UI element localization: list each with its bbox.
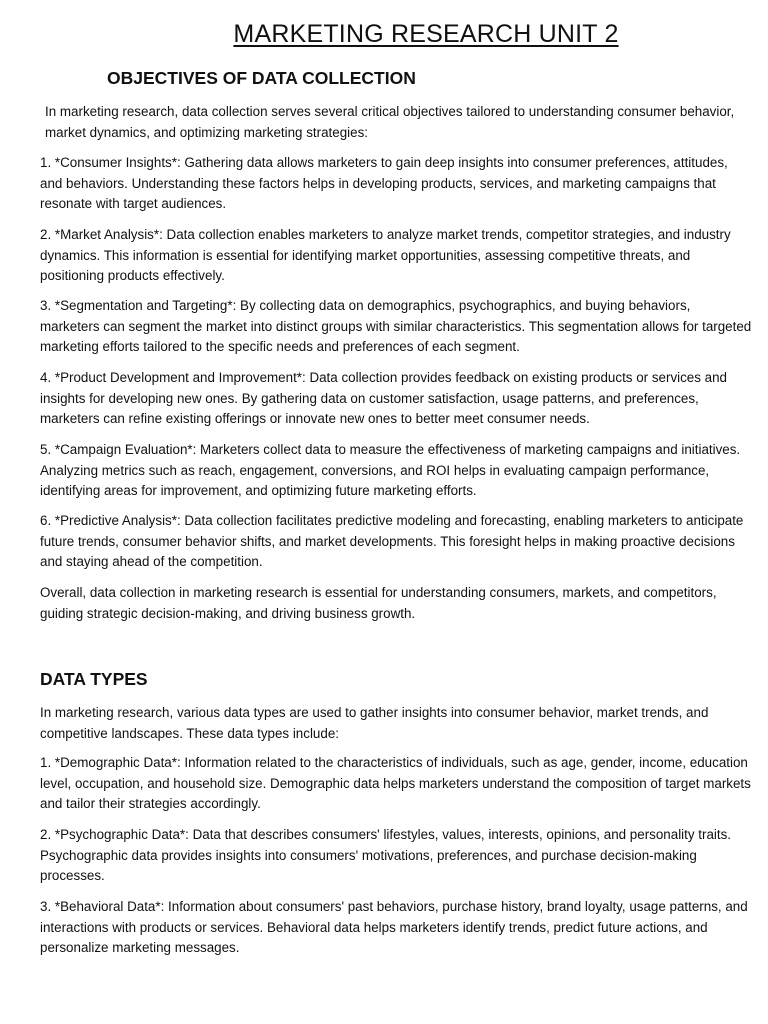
- list-item: 3. *Behavioral Data*: Information about consumers' past behaviors, purchase history, brand loyalty, usage patterns, and interactions with products or services. Behavioral data helps marketers identify trends, predict future actions, and personalize marketing messages.: [40, 899, 748, 955]
- list-item: 2. *Market Analysis*: Data collection enables marketers to analyze market trends, competitor strategies, and industry dynamics. This information is essential for identifying market opportunities, assessing competitive threats, and positioning products effectively.: [40, 227, 731, 283]
- section-intro-objectives: In marketing research, data collection serves several critical objectives tailored to understanding consumer behavior, market dynamics, and optimizing marketing strategies:: [45, 104, 735, 140]
- list-item: 1. *Demographic Data*: Information related to the characteristics of individuals, such as age, gender, income, education level, occupation, and household size. Demographic data helps marketers understand the composition of target markets and tailor their strategies accordingly.: [40, 755, 751, 811]
- page-title: MARKETING RESEARCH UNIT 2: [233, 20, 619, 48]
- list-item: 3. *Segmentation and Targeting*: By collecting data on demographics, psychographics, and buying behaviors, marketers can segment the market into distinct groups with similar characteristics. This segmentation allows for targeted marketing efforts tailored to the specific needs and preferences of each segment.: [40, 298, 752, 354]
- list-item: 6. *Predictive Analysis*: Data collection facilitates predictive modeling and forecasting, enabling marketers to anticipate future trends, consumer behavior shifts, and market developments. This foresight helps in making proactive decisions and staying ahead of the competition.: [40, 513, 744, 569]
- list-item: 4. *Product Development and Improvement*: Data collection provides feedback on existing products or services and insights for developing new ones. By gathering data on customer satisfaction, usage patterns, and preferences, marketers can refine existing offerings or innovate new ones to better meet consumer needs.: [40, 370, 728, 426]
- section-heading-objectives: OBJECTIVES OF DATA COLLECTION: [107, 68, 416, 88]
- list-item: 1. *Consumer Insights*: Gathering data allows marketers to gain deep insights into consumer preferences, attitudes, and behaviors. Understanding these factors helps in developing products, services, and marketing campaigns that resonate with target audiences.: [40, 155, 728, 211]
- list-item: 2. *Psychographic Data*: Data that describes consumers' lifestyles, values, interests, opinions, and personality traits. Psychographic data provides insights into consumers' motivations, preferences, and purchase decision-making processes.: [40, 827, 732, 883]
- section-conclusion: Overall, data collection in marketing research is essential for understanding consumers, markets, and competitors, guiding strategic decision-making, and driving business growth.: [40, 585, 717, 621]
- section-intro-data-types: In marketing research, various data types are used to gather insights into consumer behavior, market trends, and competitive landscapes. These data types include:: [40, 705, 709, 741]
- section-heading-data-types: DATA TYPES: [40, 669, 148, 689]
- list-item: 5. *Campaign Evaluation*: Marketers collect data to measure the effectiveness of marketing campaigns and initiatives. Analyzing metrics such as reach, engagement, conversions, and ROI helps in evaluating campaign performance, identifying areas for improvement, and optimizing future marketing efforts.: [40, 442, 741, 498]
